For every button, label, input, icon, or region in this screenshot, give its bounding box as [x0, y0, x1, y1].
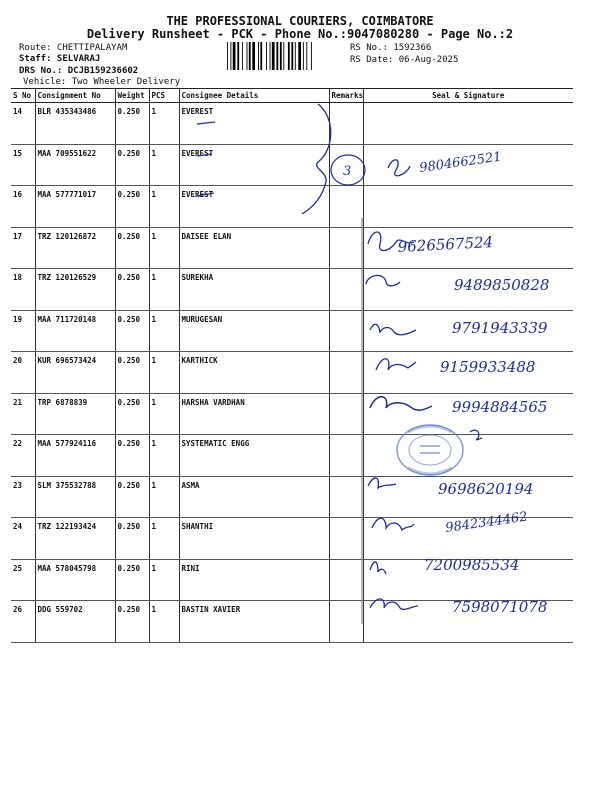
company-title: THE PROFESSIONAL COURIERS, COIMBATORE — [166, 14, 434, 28]
cell-pcs: 1 — [149, 103, 179, 145]
cell-sno: 18 — [11, 269, 35, 311]
cell-weight: 0.250 — [115, 559, 149, 601]
cell-consignee: EVEREST — [179, 103, 329, 145]
cell-consignee: RINI — [179, 559, 329, 601]
cell-weight: 0.250 — [115, 601, 149, 643]
cell-consignment: MAA 711720148 — [35, 310, 115, 352]
cell-pcs: 1 — [149, 393, 179, 435]
phone-note-19: 9791943339 — [452, 319, 548, 337]
cell-consignment: TRP 6878839 — [35, 393, 115, 435]
col-consignee: Consignee Details — [179, 89, 329, 103]
cell-sno: 17 — [11, 227, 35, 269]
col-remarks: Remarks — [329, 89, 363, 103]
route-label: Route: CHETTIPALAYAM — [19, 43, 128, 53]
cell-consignee: BASTIN XAVIER — [179, 601, 329, 643]
cell-sno: 24 — [11, 518, 35, 560]
group-count-note: 3 — [343, 164, 352, 179]
cell-sno: 26 — [11, 601, 35, 643]
cell-weight: 0.250 — [115, 310, 149, 352]
cell-consignee: ASMA — [179, 476, 329, 518]
runsheet-subtitle: Delivery Runsheet - PCK - Phone No.:9047080280 - Page No.:2 — [86, 27, 514, 41]
cell-consignment: BLR 435343486 — [35, 103, 115, 145]
cell-weight: 0.250 — [115, 518, 149, 560]
col-consignment: Consignment No — [35, 89, 115, 103]
col-sno: S No — [11, 89, 35, 103]
cell-consignment: MAA 577771017 — [35, 186, 115, 228]
cell-pcs: 1 — [149, 352, 179, 394]
cell-consignee: SUREKHA — [179, 269, 329, 311]
cell-sno: 25 — [11, 559, 35, 601]
cell-weight: 0.250 — [115, 476, 149, 518]
phone-note-23: 9698620194 — [438, 480, 534, 498]
cell-sno: 14 — [11, 103, 35, 145]
phone-note-25: 7200985534 — [424, 556, 520, 574]
cell-consignment: KUR 696573424 — [35, 352, 115, 394]
cell-consignee: HARSHA VARDHAN — [179, 393, 329, 435]
col-pcs: PCS — [149, 89, 179, 103]
cell-pcs: 1 — [149, 518, 179, 560]
cell-consignment: MAA 577924116 — [35, 435, 115, 477]
cell-sno: 21 — [11, 393, 35, 435]
cell-weight: 0.250 — [115, 227, 149, 269]
company-seal-stamp — [394, 422, 466, 478]
cell-weight: 0.250 — [115, 269, 149, 311]
cell-pcs: 1 — [149, 435, 179, 477]
cell-pcs: 1 — [149, 310, 179, 352]
phone-note-18: 9489850828 — [454, 276, 550, 294]
cell-pcs: 1 — [149, 559, 179, 601]
cell-pcs: 1 — [149, 227, 179, 269]
cell-pcs: 1 — [149, 476, 179, 518]
cell-consignee: KARTHICK — [179, 352, 329, 394]
cell-consignee: DAISEE ELAN — [179, 227, 329, 269]
cell-consignee: SYSTEMATIC ENGG — [179, 435, 329, 477]
cell-consignment: TRZ 120126872 — [35, 227, 115, 269]
drs-number: DRS No.: DCJB159236602 — [19, 66, 139, 76]
col-weight: Weight — [115, 89, 149, 103]
cell-consignment: DDG 559702 — [35, 601, 115, 643]
cell-sno: 19 — [11, 310, 35, 352]
cell-consignee: EVEREST — [179, 144, 329, 186]
phone-note-15: 9804662521 — [418, 149, 503, 176]
cell-sno: 15 — [11, 144, 35, 186]
rs-date: RS Date: 06-Aug-2025 — [350, 55, 459, 65]
phone-note-24: 9842344462 — [444, 509, 529, 536]
cell-weight: 0.250 — [115, 186, 149, 228]
cell-consignment: TRZ 122193424 — [35, 518, 115, 560]
cell-weight: 0.250 — [115, 352, 149, 394]
phone-note-20: 9159933488 — [440, 358, 536, 376]
cell-weight: 0.250 — [115, 393, 149, 435]
cell-pcs: 1 — [149, 144, 179, 186]
cell-sno: 20 — [11, 352, 35, 394]
phone-note-21: 9994884565 — [452, 398, 548, 416]
phone-note-17: 9626567524 — [397, 233, 494, 256]
cell-weight: 0.250 — [115, 435, 149, 477]
cell-consignee: SHANTHI — [179, 518, 329, 560]
cell-weight: 0.250 — [115, 103, 149, 145]
cell-sno: 23 — [11, 476, 35, 518]
phone-note-26: 7598071078 — [452, 598, 548, 616]
cell-consignment: MAA 709551622 — [35, 144, 115, 186]
col-signature: Seal & Signature — [363, 89, 573, 103]
cell-consignee: EVEREST — [179, 186, 329, 228]
cell-consignment: MAA 578045798 — [35, 559, 115, 601]
cell-pcs: 1 — [149, 269, 179, 311]
vehicle-label: Vehicle: Two Wheeler Delivery — [23, 77, 181, 87]
staff-label: Staff: SELVARAJ — [19, 54, 101, 64]
cell-consignee: MURUGESAN — [179, 310, 329, 352]
cell-sno: 16 — [11, 186, 35, 228]
cell-consignment: TRZ 120126529 — [35, 269, 115, 311]
cell-sno: 22 — [11, 435, 35, 477]
cell-pcs: 1 — [149, 186, 179, 228]
cell-pcs: 1 — [149, 601, 179, 643]
cell-consignment: SLM 375532788 — [35, 476, 115, 518]
cell-weight: 0.250 — [115, 144, 149, 186]
rs-number: RS No.: 1592366 — [350, 43, 432, 53]
